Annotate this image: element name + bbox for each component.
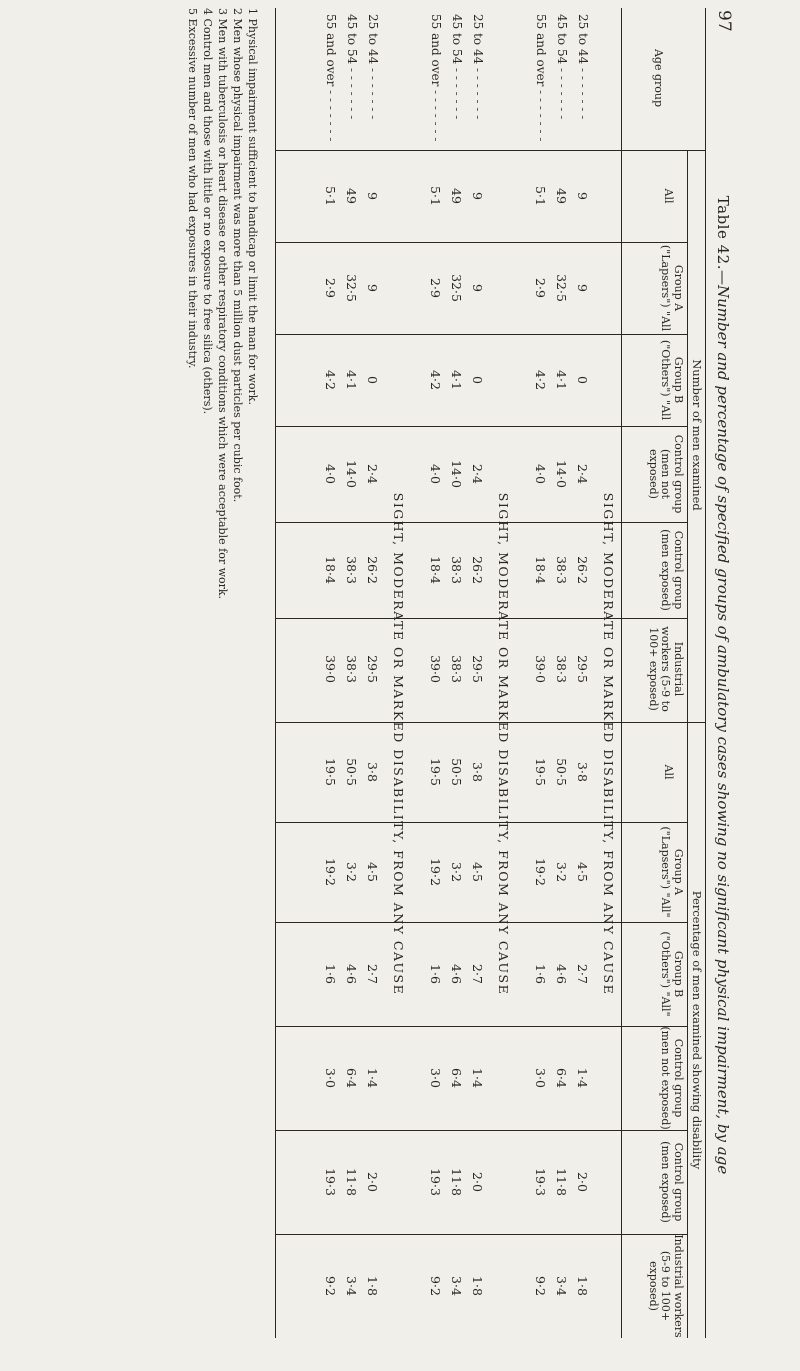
age-range: 45 to 54 [555,14,569,65]
table-cell: 4·2 [428,370,443,390]
subhead-group-a-pct: Group A ("Lapsers") "All" [659,826,685,918]
table-cell: 3·4 [344,1276,359,1296]
table-cell: 9 [470,284,485,292]
col-divider [276,150,706,151]
row-label [555,14,569,119]
table-cell: 26·2 [575,556,590,584]
col-divider [276,1234,688,1235]
table-cell: 32·5 [344,274,359,302]
table-caption [714,70,732,1300]
table-cell: 3·2 [449,862,464,882]
table-cell: 49 [449,188,464,204]
header-number-examined: Number of men examined [690,359,704,511]
subhead-control-exposed-pct: Control group (men exposed) [659,1141,685,1223]
table-cell: 0 [470,376,485,384]
age-range: 55 and over [429,14,443,87]
table-cell: 1·4 [365,1068,380,1088]
table-cell: 0 [575,376,590,384]
table-cell: 38·3 [554,655,569,683]
table-cell: 6·4 [449,1068,464,1088]
table-cell: 6·4 [554,1068,569,1088]
table-cell: 5·1 [533,186,548,206]
table-cell: 9·2 [323,1276,338,1296]
col-divider [276,1130,688,1131]
table-cell: 38·3 [344,556,359,584]
table-cell: 38·3 [344,655,359,683]
table-cell: 50·5 [344,758,359,786]
table-cell: 19·5 [428,758,443,786]
footnote: 2 Men whose physical impairment was more than 5 million dust particles per cubic foot. [231,8,244,503]
table-cell: 3·0 [533,1068,548,1088]
row-label [366,14,380,119]
table-label: Table 42. [714,195,732,270]
table-cell: 2·0 [575,1172,590,1192]
table-cell: 1·6 [428,964,443,984]
age-range: 55 and over [534,14,548,87]
table-title: —Number and percentage of specified groups of ambulatory cases showing no significant physical impairment, by age [714,269,732,1175]
table-cell: 14·0 [554,460,569,488]
col-divider [276,426,688,427]
leader-dots: - - - - - - - [555,64,569,120]
table-cell: 3·8 [365,762,380,782]
table-cell: 2·9 [428,278,443,298]
subhead-workers: Industrial workers (5-9 to 100+ exposed) [647,626,685,712]
table-cell: 9 [575,284,590,292]
table-cell: 2·0 [470,1172,485,1192]
footnote: 4 Control men and those with little or no exposure to free silica (others). [201,8,214,415]
footnotes [185,8,260,1338]
table-cell: 2·4 [365,464,380,484]
subhead-all-pct: All [662,764,675,780]
table-cell: 3·8 [575,762,590,782]
table-cell: 14·0 [449,460,464,488]
table-cell: 39·0 [533,655,548,683]
table-cell: 1·6 [533,964,548,984]
table-cell: 11·8 [449,1168,464,1196]
table-cell: 18·4 [428,556,443,584]
header-top-rule [705,8,706,1338]
header-percentage-examined: Percentage of men examined showing disability [690,890,704,1170]
subhead-workers-pct: Industrial workers (5-9 to 100+ exposed) [647,1234,685,1338]
table-cell: 3·2 [554,862,569,882]
table-cell: 4·0 [323,464,338,484]
section-title: SIGHT, MODERATE OR MARKED DISABILITY, FROM ANY CAUSE [496,492,511,996]
table-cell: 19·2 [323,858,338,886]
table-cell: 3·4 [449,1276,464,1296]
col-divider [276,922,688,923]
table-cell: 2·7 [575,964,590,984]
header-mid-rule [687,150,688,1338]
row-label [450,14,464,119]
table-cell: 29·5 [365,655,380,683]
table-cell: 1·4 [575,1068,590,1088]
table-cell: 19·3 [323,1168,338,1196]
table-cell: 4·2 [323,370,338,390]
table-cell: 18·4 [323,556,338,584]
table-cell: 4·1 [449,370,464,390]
table-cell: 3·0 [428,1068,443,1088]
age-range: 25 to 44 [366,14,380,65]
table-cell: 4·6 [554,964,569,984]
table-cell: 19·3 [533,1168,548,1196]
table-cell: 4·5 [365,862,380,882]
section-title: SIGHT, MODERATE OR MARKED DISABILITY, FROM ANY CAUSE [601,492,616,996]
table-cell: 1·8 [365,1276,380,1296]
table-cell: 4·6 [449,964,464,984]
row-label [429,14,443,141]
leader-dots: - - - - - - - [345,64,359,120]
leader-dots: - - - - - - - [366,64,380,120]
leader-dots: - - - - - - - [324,86,338,142]
table-cell: 4·0 [533,464,548,484]
table-cell: 9·2 [533,1276,548,1296]
subhead-group-b-pct: Group B ("Others") "All" [659,931,685,1017]
table-cell: 3·4 [554,1276,569,1296]
table-cell: 9 [365,284,380,292]
table-cell: 2·7 [365,964,380,984]
col-divider [276,722,706,723]
leader-dots: - - - - - - - [450,64,464,120]
age-range: 25 to 44 [576,14,590,65]
row-label [324,14,338,141]
table-cell: 6·4 [344,1068,359,1088]
table-cell: 2·9 [323,278,338,298]
table-cell: 4·1 [554,370,569,390]
table-cell: 49 [554,188,569,204]
row-label [345,14,359,119]
table-cell: 1·8 [470,1276,485,1296]
subhead-all: All [662,188,675,204]
table-cell: 32·5 [449,274,464,302]
table-cell: 39·0 [323,655,338,683]
table-cell: 1·6 [323,964,338,984]
table-cell: 50·5 [449,758,464,786]
table-cell: 11·8 [554,1168,569,1196]
table-cell: 19·5 [533,758,548,786]
subhead-control-not-exposed: Control group (men not exposed) [647,434,685,514]
table-cell: 4·2 [533,370,548,390]
footnote: 3 Men with tuberculosis or heart disease or other respiratory conditions which were acceptable for work. [216,8,229,600]
col-divider [276,334,688,335]
page-number: 97 [714,10,734,32]
row-label [471,14,485,119]
leader-dots: - - - - - - - [576,64,590,120]
table-cell: 39·0 [428,655,443,683]
col-divider [276,522,688,523]
age-range: 25 to 44 [471,14,485,65]
age-range: 55 and over [324,14,338,87]
header-age-group: Age group [652,48,665,108]
leader-dots: - - - - - - - [429,86,443,142]
col-divider [276,242,688,243]
leader-dots: - - - - - - - [534,86,548,142]
table-cell: 9 [575,192,590,200]
footnote: 1 Physical impairment sufficient to handicap or limit the man for work. [246,8,259,405]
table-cell: 3·0 [323,1068,338,1088]
subhead-group-b: Group B ("Others") "All [659,339,685,421]
row-label [534,14,548,141]
table-cell: 2·4 [575,464,590,484]
table-cell: 11·8 [344,1168,359,1196]
table-cell: 38·3 [554,556,569,584]
table-cell: 3·2 [344,862,359,882]
table-cell: 9 [470,192,485,200]
table-cell: 2·9 [533,278,548,298]
table-cell: 29·5 [470,655,485,683]
table-cell: 2·7 [470,964,485,984]
table-cell: 2·4 [470,464,485,484]
table-cell: 3·8 [470,762,485,782]
age-range: 45 to 54 [450,14,464,65]
table-cell: 0 [365,376,380,384]
table-cell: 1·4 [470,1068,485,1088]
table-cell: 5·1 [323,186,338,206]
table-cell: 4·1 [344,370,359,390]
table-cell: 49 [344,188,359,204]
col-divider [276,822,688,823]
table-cell: 9 [365,192,380,200]
header-bottom-rule [621,8,622,1338]
table-cell: 32·5 [554,274,569,302]
table-cell: 26·2 [470,556,485,584]
table-cell: 4·0 [428,464,443,484]
section-title: SIGHT, MODERATE OR MARKED DISABILITY, FROM ANY CAUSE [391,492,406,996]
subhead-group-a: Group A ("Lapsers") "All [659,244,685,332]
table-bottom-rule [275,8,276,1338]
table-cell: 38·3 [449,655,464,683]
leader-dots: - - - - - - - [471,64,485,120]
table-cell: 14·0 [344,460,359,488]
table-cell: 4·5 [575,862,590,882]
table-cell: 19·3 [428,1168,443,1196]
row-label [576,14,590,119]
table-cell: 18·4 [533,556,548,584]
table-cell: 1·8 [575,1276,590,1296]
table-cell: 19·2 [533,858,548,886]
table-cell: 2·0 [365,1172,380,1192]
table-cell: 4·5 [470,862,485,882]
table-cell: 5·1 [428,186,443,206]
col-divider [276,618,688,619]
subhead-control-exposed: Control group (men exposed) [659,529,685,611]
table-cell: 26·2 [365,556,380,584]
table-cell: 19·5 [323,758,338,786]
table-cell: 38·3 [449,556,464,584]
table-cell: 29·5 [575,655,590,683]
table-cell: 4·6 [344,964,359,984]
age-range: 45 to 54 [345,14,359,65]
table-cell: 9·2 [428,1276,443,1296]
footnote: 5 Excessive number of men who had exposures in their industry. [186,8,199,369]
table-cell: 19·2 [428,858,443,886]
table-cell: 50·5 [554,758,569,786]
subhead-control-not-exposed-pct: Control group (men not exposed) [659,1026,685,1130]
col-divider [276,1026,688,1027]
